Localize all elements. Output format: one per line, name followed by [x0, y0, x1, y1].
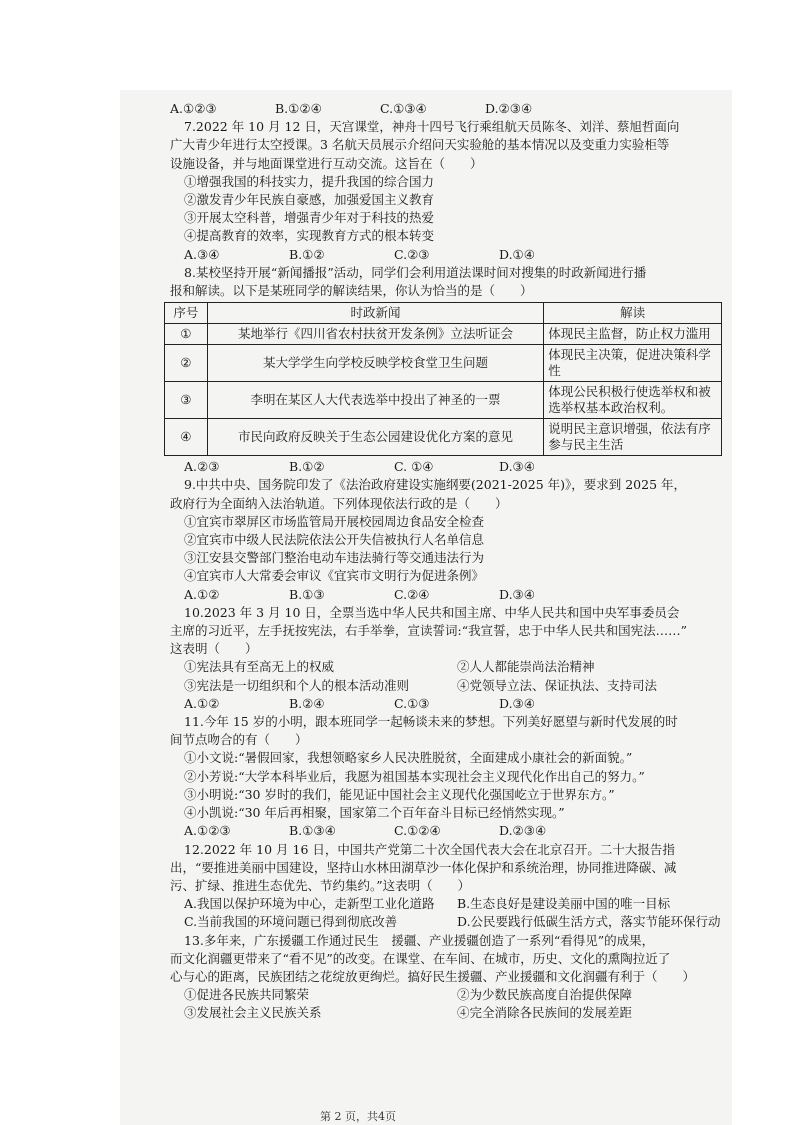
option-d: D.②③④	[485, 101, 533, 116]
q8-stem-line: 8.某校坚持开展“新闻播报”活动，同学们会利用道法课时间对搜集的时政新闻进行播	[184, 264, 647, 280]
q13-item: ④完全消除各民族间的发展差距	[457, 1005, 633, 1021]
q7-options	[170, 246, 730, 264]
q9-item: ④宜宾市人大常委会审议《宜宾市文明行为促进条例》	[184, 568, 485, 584]
option-b: B.①②	[289, 246, 325, 262]
q9-item: ②宜宾市中级人民法院依法公开失信被执行人名单信息	[184, 532, 485, 548]
question-12	[170, 841, 730, 932]
header-reading: 解读	[544, 303, 722, 324]
q10-item: ②人人都能崇尚法治精神	[457, 659, 595, 675]
question-13	[170, 932, 730, 1023]
q13-stem-line: 而文化润疆更带来了“看不见”的改变。在课堂、在车间、在城市，历史、文化的熏陶拉近了	[170, 950, 671, 966]
option-b: B.①③④	[289, 823, 336, 839]
option-a: A.①②	[184, 586, 220, 602]
q11-stem-line: 11.今年 15 岁的小明，跟本班同学一起畅谈未来的梦想。下列美好愿望与新时代发展的时	[184, 714, 678, 730]
option-b: B.①③	[289, 586, 325, 602]
option-c: C.①②④	[394, 823, 441, 839]
cell-news: 某大学学生向学校反映学校食堂卫生问题	[207, 345, 543, 382]
option-a: A.①②	[184, 695, 220, 711]
option-d: D.③④	[499, 586, 535, 602]
option-d: D.②③④	[499, 823, 547, 839]
question-8	[170, 264, 730, 477]
q11-item: ①小文说:“暑假回家，我想领略家乡人民决胜脱贫，全面建成小康社会的新面貌。”	[184, 750, 633, 766]
cell-reading: 体现民主监督，防止权力滥用	[544, 324, 722, 345]
option-b: B.②④	[289, 695, 325, 711]
cell-reading: 体现公民积极行使选举权和被选举权基本政治权利。	[544, 382, 722, 419]
q13-stem-line: 13.多年来，广东援疆工作通过民生 援疆、产业援疆创造了一系列“看得见”的成果，	[184, 932, 655, 948]
option-a: A.③④	[184, 246, 220, 262]
option-b: B.①②④	[275, 101, 322, 116]
table-row	[165, 382, 722, 419]
q10-item: ③宪法是一切组织和个人的根本活动准则	[184, 677, 410, 693]
q12-options-row	[170, 913, 730, 931]
q11-item: ②小芳说:“大学本科毕业后，我愿为祖国基本实现社会主义现代化作出自己的努力。”	[184, 768, 645, 784]
q9-stem-line: 政府行为全面纳入法治轨道。下列体现依法行政的是（ ）	[170, 495, 508, 511]
q13-item: ①促进各民族共同繁荣	[184, 987, 310, 1003]
q7-stem-line: 设施设备，并与地面课堂进行互动交流。这旨在（ ）	[170, 155, 483, 171]
cell-news: 市民向政府反映关于生态公园建设优化方案的意见	[207, 419, 543, 456]
q12-options-row	[170, 895, 730, 913]
q12-stem-line: 12.2022 年 10 月 16 日，中国共产党第二十次全国代表大会在北京召开。二十大报告指	[184, 841, 675, 857]
option-b: B.①②	[289, 459, 325, 475]
q10-stem-line: 这表明（ ）	[170, 641, 258, 657]
question-7	[170, 118, 730, 264]
option-c: C.①③④	[380, 101, 427, 116]
table-row	[165, 419, 722, 456]
table-row	[165, 324, 722, 345]
option-b: B.生态良好是建设美丽中国的唯一目标	[457, 896, 671, 912]
q11-item: ③小明说:“30 岁时的我们，能见证中国社会主义现代化强国屹立于世界东方。”	[184, 786, 615, 802]
cell-no: ①	[165, 324, 208, 345]
q13-stem-line: 心与心的距离，民族团结之花绽放更绚烂。搞好民生援疆、产业援疆和文化润疆有利于（ ）	[170, 968, 696, 984]
q7-stem-line: 广大青少年进行太空授课。3 名航天员展示介绍问天实验舱的基本情况以及变重力实验柜等	[170, 137, 670, 153]
header-news: 时政新闻	[207, 303, 543, 324]
cell-news: 李明在某区人大代表选举中投出了神圣的一票	[207, 382, 543, 419]
q8-stem-line: 报和解读。以下是某班同学的解读结果，你认为恰当的是（ ）	[170, 283, 533, 299]
cell-news: 某地举行《四川省农村扶贫开发条例》立法听证会	[207, 324, 543, 345]
table-header-row	[165, 303, 722, 324]
q9-options	[170, 586, 730, 604]
option-c: C.②④	[394, 586, 430, 602]
q13-items-row	[170, 986, 730, 1004]
option-d: D.③④	[499, 459, 535, 475]
cell-no: ②	[165, 345, 208, 382]
option-c: C.②③	[394, 246, 430, 262]
q9-stem-line: 9.中共中央、国务院印发了《法治政府建设实施纲要(2021-2025 年)》，要求到 2025 年，	[184, 477, 687, 493]
q9-item: ③江安县交警部门整治电动车违法骑行等交通违法行为	[184, 550, 485, 566]
q10-items-row	[170, 677, 730, 695]
option-c: C. ①④	[394, 459, 434, 475]
option-a: A.我国以保护环境为中心，走新型工业化道路	[184, 896, 435, 912]
q10-items-row	[170, 658, 730, 676]
q10-stem-line: 10.2023 年 3 月 10 日，全票当选中华人民共和国主席、中华人民共和国中央军事委员会	[184, 604, 680, 620]
option-d: D.①④	[499, 246, 535, 262]
page-footer: 第 2 页，共4页	[320, 1110, 396, 1123]
q11-item: ④小凯说:“30 年后再相聚，国家第二个百年奋斗目标已经悄然实现。”	[184, 805, 565, 821]
q9-item: ①宜宾市翠屏区市场监管局开展校园周边食品安全检查	[184, 513, 485, 529]
q7-item: ③开展太空科普，增强青少年对于科技的热爱	[184, 210, 435, 226]
option-c: C.当前我国的环境问题已得到彻底改善	[184, 914, 398, 930]
news-table	[164, 302, 722, 456]
q10-options	[170, 695, 730, 713]
option-a: A.②③	[184, 459, 220, 475]
header-no: 序号	[165, 303, 208, 324]
q7-item: ②激发青少年民族自豪感，加强爱国主义教育	[184, 192, 435, 208]
cell-no: ④	[165, 419, 208, 456]
q7-stem-line: 7.2022 年 10 月 12 日，天宫课堂，神舟十四号飞行乘组航天员陈冬、刘洋、蔡旭哲面向	[184, 119, 680, 135]
question-11	[170, 713, 730, 840]
q6-options	[170, 100, 730, 118]
option-a: A.①②③	[184, 823, 231, 839]
q12-stem-line: 出，“要推进美丽中国建设，坚持山水林田湖草沙一体化保护和系统治理，协同推进降碳、减	[170, 859, 677, 875]
q13-item: ③发展社会主义民族关系	[184, 1005, 322, 1021]
q12-stem-line: 污、扩绿、推进生态优先、节约集约。”这表明（ ）	[170, 877, 471, 893]
q7-item: ④提高教育的效率，实现教育方式的根本转变	[184, 228, 435, 244]
q11-stem-line: 间节点吻合的有（ ）	[170, 732, 308, 748]
q7-item: ①增强我国的科技实力，提升我国的综合国力	[184, 173, 435, 189]
table-row	[165, 345, 722, 382]
q8-options	[170, 458, 730, 476]
q11-options	[170, 822, 730, 840]
q10-stem-line: 主席的习近平，左手抚按宪法，右手举拳，宣读誓词:“我宣誓，忠于中华人民共和国宪法……”	[170, 623, 687, 639]
cell-reading: 说明民主意识增强，依法有序参与民主生活	[544, 419, 722, 456]
option-d: D.公民要践行低碳生活方式，落实节能环保行动	[457, 914, 721, 930]
q13-item: ②为少数民族高度自治提供保障	[457, 987, 633, 1003]
option-d: D.③④	[499, 695, 535, 711]
exam-content	[170, 100, 730, 1023]
q13-items-row	[170, 1004, 730, 1022]
option-a: A.①②③	[170, 101, 217, 116]
option-c: C.①③	[394, 695, 430, 711]
q10-item: ④党领导立法、保证执法、支持司法	[457, 677, 658, 693]
cell-no: ③	[165, 382, 208, 419]
cell-reading: 体现民主决策，促进决策科学性	[544, 345, 722, 382]
q10-item: ①宪法具有至高无上的权威	[184, 659, 335, 675]
question-10	[170, 604, 730, 713]
question-9	[170, 476, 730, 603]
